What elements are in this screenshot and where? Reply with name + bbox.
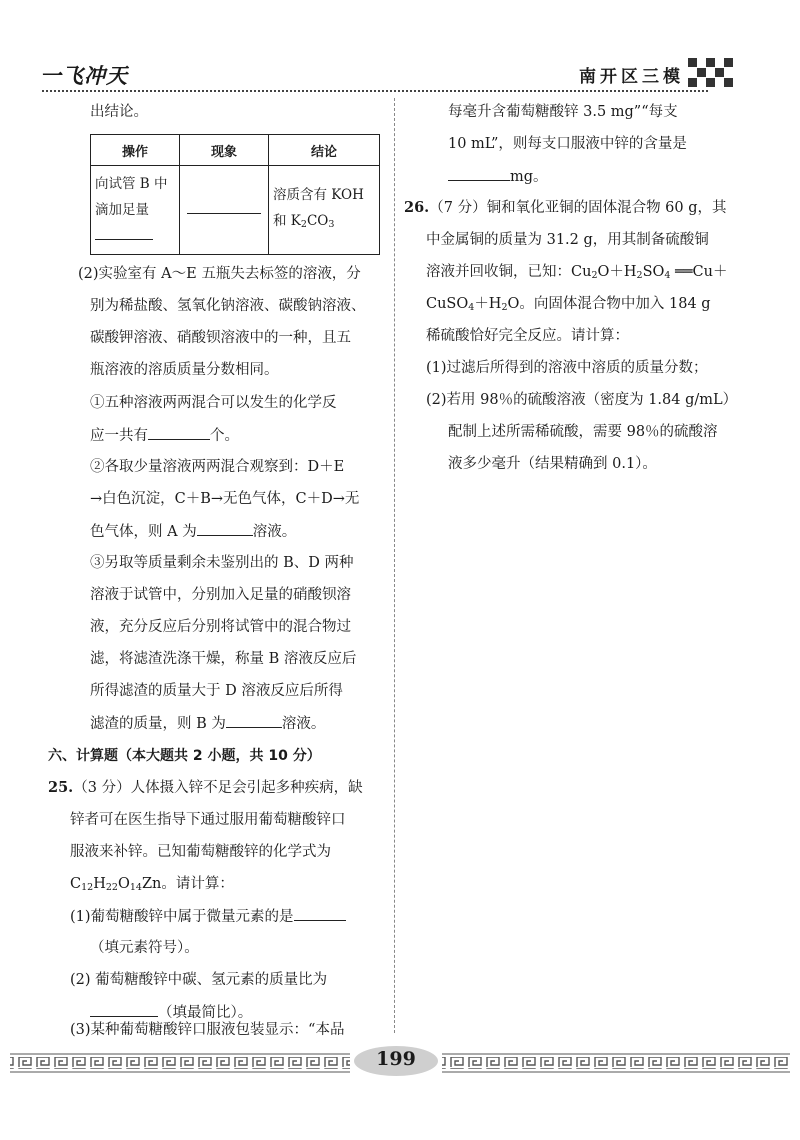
chemical-equation: 溶液并回收铜，已知：$Cu_2O+H_2SO_4$ ══Cu＋ [426, 264, 728, 281]
text-line: ②各取少量溶液两两混合观察到：D＋E [90, 459, 345, 475]
text-line: 色气体，则 A 为 溶液。 [90, 521, 296, 542]
text-line: (3)某种葡萄糖酸锌口服液包装显示：“本品 [70, 1022, 345, 1038]
text-line: 液，充分反应后分别将试管中的混合物过 [90, 619, 351, 635]
text-line: 出结论。 [90, 104, 148, 120]
text-line: 应一共有 个。 [90, 425, 239, 446]
chemical-equation: $CuSO_4+H_2O$。向固体混合物中加入 184 g [426, 296, 711, 313]
text-line: 所得滤渣的质量大于 D 溶液反应后所得 [90, 683, 343, 699]
text-line: (2)实验室有 A～E 五瓶失去标签的溶液，分 [78, 266, 361, 282]
text-line: 锌者可在医生指导下通过服用葡萄糖酸锌口 [70, 812, 346, 828]
text-line: 滤，将滤渣洗涤干燥，称量 B 溶液反应后 [90, 651, 357, 667]
table-cell-conclusion: 溶质含有 KOH 和 $K_2CO_3$ [269, 166, 380, 255]
text-line: (1)过滤后所得到的溶液中溶质的质量分数； [426, 360, 708, 376]
table-header-phenomenon: 现象 [180, 135, 269, 166]
text-line: 滤渣的质量，则 B 为 溶液。 [90, 713, 325, 734]
text-line: 每毫升含葡萄糖酸锌 3.5 mg”“每支 [448, 104, 678, 120]
header-left-title: 一飞冲天 [40, 64, 128, 88]
text-line: 瓶溶液的溶质质量分数相同。 [90, 362, 279, 378]
text-line: (1)葡萄糖酸锌中属于微量元素的是 [70, 906, 346, 927]
question-25: 25.（3 分）人体摄入锌不足会引起多种疾病，缺 [48, 779, 363, 796]
answer-blank[interactable] [448, 166, 510, 181]
text-line: →白色沉淀，C＋B→无色气体，C＋D→无 [90, 491, 360, 507]
chemical-formula: $C_{12}H_{22}O_{14}Zn$。请计算： [70, 876, 234, 893]
text-line: (2)若用 98％的硫酸溶液（密度为 1.84 g/mL） [426, 392, 738, 408]
page-number: 199 [376, 1048, 416, 1070]
answer-blank[interactable] [294, 906, 346, 921]
table-cell-phenomenon [180, 166, 269, 255]
text-line: 溶液于试管中，分别加入足量的硝酸钡溶 [90, 587, 351, 603]
experiment-table [90, 134, 380, 255]
answer-blank[interactable] [197, 521, 253, 536]
text-line: 中金属铜的质量为 31.2 g，用其制备硫酸铜 [426, 232, 709, 248]
table-header-conclusion: 结论 [269, 135, 380, 166]
table-header-operation: 操作 [91, 135, 180, 166]
table-cell-operation: 向试管 B 中 滴加足量 [91, 166, 180, 255]
text-line: （填元素符号）。 [90, 940, 199, 956]
text-line: 稀硫酸恰好完全反应。请计算： [426, 328, 629, 344]
checker-decoration-icon [688, 58, 734, 88]
header-divider [42, 90, 708, 92]
answer-blank[interactable] [95, 225, 153, 240]
header-right-title: 南开区三模 [579, 67, 684, 87]
answer-blank[interactable] [187, 199, 261, 214]
section-heading: 六、计算题（本大题共 2 小题，共 10 分） [48, 748, 321, 764]
text-line: 10 mL”，则每支口服液中锌的含量是 [448, 136, 687, 152]
text-line: 配制上述所需稀硫酸，需要 98％的硫酸溶 [448, 424, 718, 440]
text-line: （填最简比）。 [90, 1002, 252, 1023]
text-line: 别为稀盐酸、氢氧化钠溶液、碳酸钠溶液、 [90, 298, 366, 314]
text-line: ③另取等质量剩余未鉴别出的 B、D 两种 [90, 555, 354, 571]
answer-blank[interactable] [148, 425, 210, 440]
answer-blank[interactable] [226, 713, 282, 728]
text-line: 服液来补锌。已知葡萄糖酸锌的化学式为 [70, 844, 331, 860]
answer-blank[interactable] [90, 1002, 158, 1017]
text-line: (2) 葡萄糖酸锌中碳、氢元素的质量比为 [70, 972, 328, 988]
column-divider [394, 98, 395, 1033]
text-line: mg。 [448, 166, 548, 187]
text-line: 碳酸钾溶液、硝酸钡溶液中的一种，且五 [90, 330, 351, 346]
question-26: 26.（7 分）铜和氧化亚铜的固体混合物 60 g，其 [404, 199, 727, 216]
text-line: 液多少毫升（结果精确到 0.1）。 [448, 456, 657, 472]
text-line: ①五种溶液两两混合可以发生的化学反 [90, 395, 337, 411]
